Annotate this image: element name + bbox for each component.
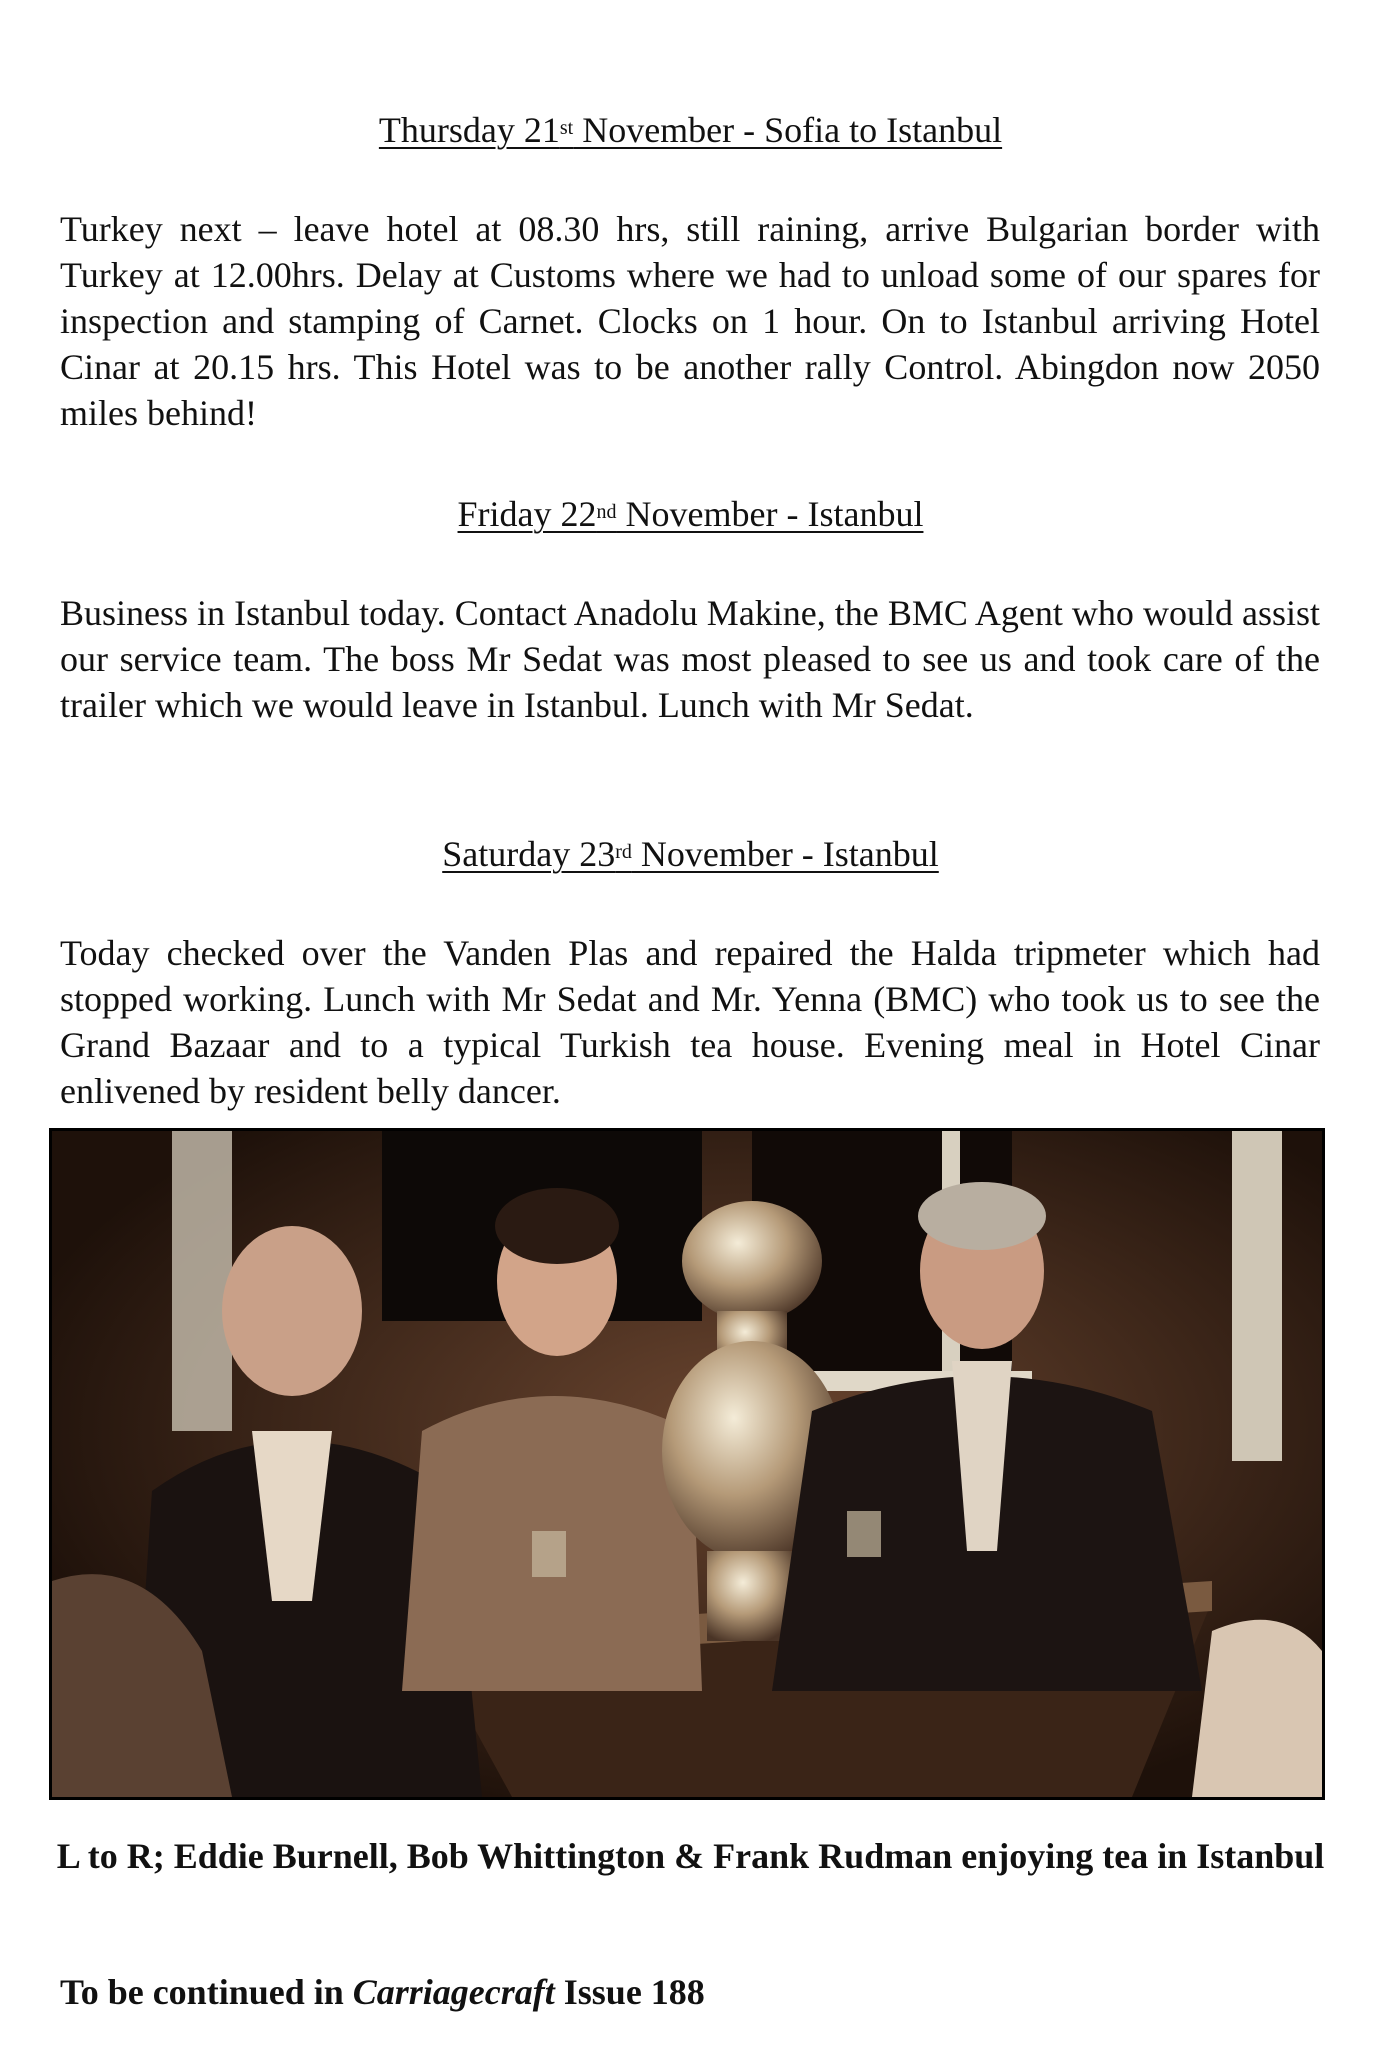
paragraph-thursday: Turkey next – leave hotel at 08.30 hrs, still raining, arrive Bulgarian border with Turkey at 12.00hrs. Delay at Customs where we had to unload some of our spares for inspection and stamping of Carnet. Clocks on 1 hour. On to Istanbul arriving Hotel Cinar at 20.15 hrs. This Hotel was to be another rally Control. Abingdon now 2050 miles behind! [60,209,1320,433]
paragraph-friday: Business in Istanbul today. Contact Anadolu Makine, the BMC Agent who would assist our service team. The boss Mr Sedat was most pleased to see us and took care of the trailer which we would leave in Istanbul. Lunch with Mr Sedat. [60,593,1320,725]
tea-house-photo [49,1128,1325,1800]
heading-friday: Friday 22nd November - Istanbul [457,494,924,534]
continued-note: To be continued in Carriagecraft Issue 188 [60,1972,705,2012]
paragraph-saturday: Today checked over the Vanden Plas and repaired the Halda tripmeter which had stopped working. Lunch with Mr Sedat and Mr. Yenna (BMC) who took us to see the Grand Bazaar and to a typical Turkish tea house. Evening meal in Hotel Cinar enlivened by resident belly dancer. [60,933,1320,1111]
photo-caption: L to R; Eddie Burnell, Bob Whittington & Frank Rudman enjoying tea in Istanbul [56,1836,1325,1876]
magazine-title: Carriagecraft [352,1972,555,2012]
photo-illustration [52,1131,1322,1797]
heading-saturday: Saturday 23rd November - Istanbul [442,834,939,874]
heading-thursday: Thursday 21st November - Sofia to Istanbul [378,110,1003,150]
